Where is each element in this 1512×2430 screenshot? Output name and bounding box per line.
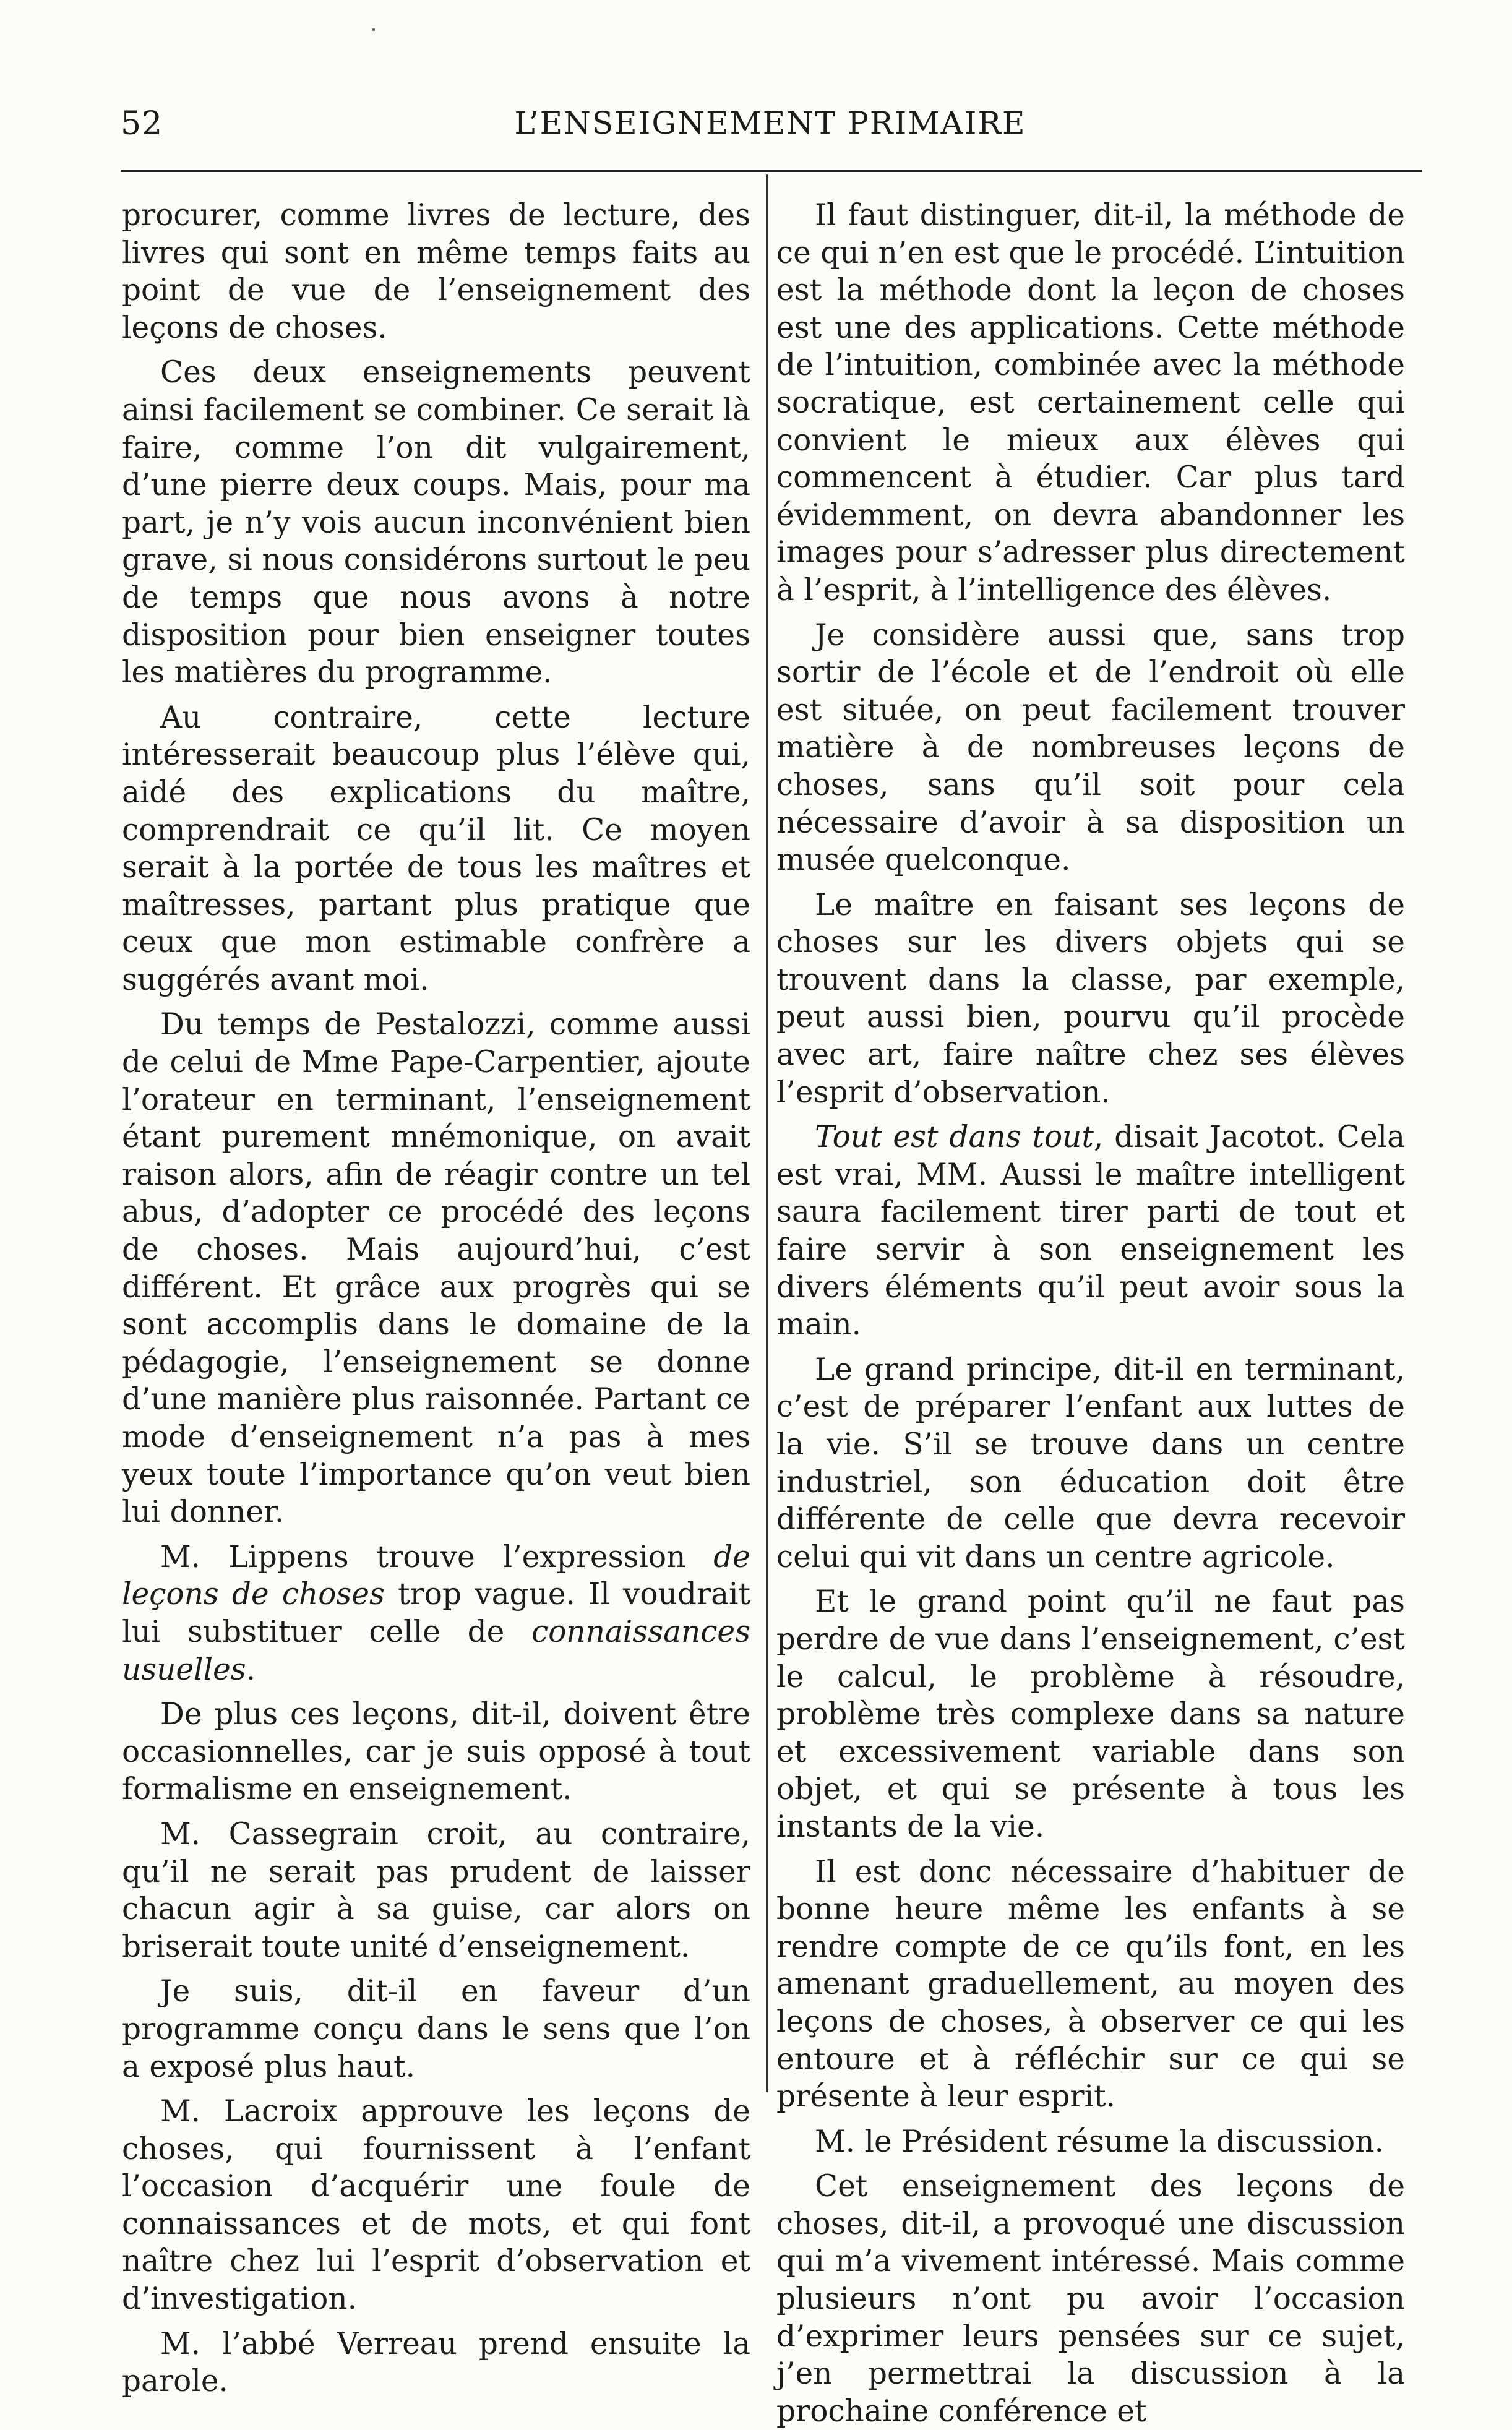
paragraph: Au contraire, cette lecture intéresserait beaucoup plus l’élève qui, aidé des explications du maître, comprendrait ce qu’il lit. Ce moyen serait à la portée de tous les maîtres et maîtresses, partant plus pratique que ceux que mon estimable confrère a suggérés avant moi. — [122, 700, 750, 997]
paragraph: Le grand principe, dit-il en terminant, c’est de préparer l’enfant aux luttes de la vie. S’il se trouve dans un centre industriel, son éducation doit être différente de celle que devra recevoir celui qui vit dans un centre agricole. — [776, 1352, 1405, 1574]
column-divider — [766, 174, 768, 2092]
paragraph: Ces deux enseignements peuvent ainsi facilement se combiner. Ce serait là faire, comme l’on dit vulgairement, d’une pierre deux coups. Mais, pour ma part, je n’y vois aucun inconvénient bien grave, si nous considérons surtout le peu de temps que nous avons à notre disposition pour bien enseigner toutes les matières du programme. — [122, 355, 750, 690]
text-run: trop vague. Il voudrait lui substituer celle de — [122, 1577, 750, 1649]
paragraph: Le maître en faisant ses leçons de choses sur les divers objets qui se trouvent dans la classe, par exemple, peut aussi bien, pourvu qu’il procède avec art, faire naître chez ses élèves l’esprit d’observation. — [776, 887, 1405, 1110]
right-column — [776, 197, 1405, 2430]
paragraph: Je suis, dit-il en faveur d’un programme conçu dans le sens que l’on a exposé plus haut. — [122, 1974, 750, 2084]
paragraph: Et le grand point qu’il ne faut pas perdre de vue dans l’enseignement, c’est le calcul, le problème à résoudre, problème très complexe dans sa nature et excessivement variable dans son objet, et qui se présente à tous les instants de la vie. — [776, 1584, 1405, 1844]
text-run: , disait Jacotot. Cela est vrai, MM. Aussi le maître intelligent saura facilement tirer parti de tout et faire servir à son enseignement les divers éléments qu’il peut avoir sous la main. — [776, 1120, 1405, 1342]
paragraph: M. l’abbé Verreau prend ensuite la parole. — [122, 2326, 750, 2399]
paragraph: Il est donc nécessaire d’habituer de bonne heure même les enfants à se rendre compte de ce qu’ils font, en les amenant graduellement, au moyen des leçons de choses, à observer ce qui les entoure et à réfléchir sur ce qui se présente à leur esprit. — [776, 1854, 1405, 2114]
text-run: M. Lippens trouve l’expression — [160, 1539, 714, 1574]
left-column — [122, 197, 750, 2400]
paragraph: procurer, comme livres de lecture, des livres qui sont en même temps faits au point de vue de l’enseignement des leçons de choses. — [122, 198, 750, 345]
italic-phrase: connaissances usuelles — [122, 1614, 750, 1687]
paragraph — [776, 1118, 1405, 1344]
italic-phrase: Tout est dans tout — [815, 1120, 1094, 1155]
italic-phrase: de leçons de choses — [122, 1539, 750, 1612]
running-title: L’ENSEIGNEMENT PRIMAIRE — [514, 105, 1026, 141]
paragraph: Cet enseignement des leçons de choses, dit-il, a provoqué une discussion qui m’a vivement intéressé. Mais comme plusieurs n’ont pu avoir l’occasion d’exprimer leurs pensées sur ce sujet, j’en permettrai la discussion à la prochaine conférence et — [776, 2169, 1405, 2429]
paragraph: Du temps de Pestalozzi, comme aussi de celui de Mme Pape-Carpentier, ajoute l’orateur en terminant, l’enseignement étant purement mnémonique, on avait raison alors, afin de réagir contre un tel abus, d’adopter ce procédé des leçons de choses. Mais aujourd’hui, c’est différent. Et grâce aux progrès qui se sont accomplis dans le domaine de la pédagogie, l’enseignement se donne d’une manière plus raisonnée. Partant ce mode d’enseignement n’a pas à mes yeux toute l’importance qu’on veut bien lui donner. — [122, 1007, 750, 1530]
paragraph: Il faut distinguer, dit-il, la méthode de ce qui n’en est que le procédé. L’intuition est la méthode dont la leçon de choses est une des applications. Cette méthode de l’intuition, combinée avec la méthode socratique, est certainement celle qui convient le mieux aux élèves qui commencent à étudier. Car plus tard évidemment, on devra abandonner les images pour s’adresser plus directement à l’esprit, à l’intelligence des élèves. — [776, 198, 1405, 608]
page-number: 52 — [121, 105, 163, 142]
paragraph: De plus ces leçons, dit-il, doivent être occasionnelles, car je suis opposé à tout formalisme en enseignement. — [122, 1697, 750, 1807]
text-run: . — [246, 1652, 256, 1687]
ink-speck — [372, 28, 375, 31]
paragraph: M. Cassegrain croit, au contraire, qu’il ne serait pas prudent de laisser chacun agir à sa guise, car alors on briserait toute unité d’enseignement. — [122, 1816, 750, 1964]
paragraph: Je considère aussi que, sans trop sortir de l’école et de l’endroit où elle est située, on peut facilement trouver matière à de nombreuses leçons de choses, sans qu’il soit pour cela nécessaire d’avoir à sa disposition un musée quelconque. — [776, 617, 1405, 878]
paragraph — [122, 1539, 750, 1688]
header-rule — [121, 170, 1422, 172]
page-header — [121, 105, 1420, 148]
paragraph: M. le Président résume la discussion. — [815, 2124, 1384, 2159]
paragraph: M. Lacroix approuve les leçons de choses, qui fournissent à l’enfant l’occasion d’acquérir une foule de connaissances et de mots, et qui font naître chez lui l’esprit d’observation et d’investigation. — [122, 2094, 750, 2317]
